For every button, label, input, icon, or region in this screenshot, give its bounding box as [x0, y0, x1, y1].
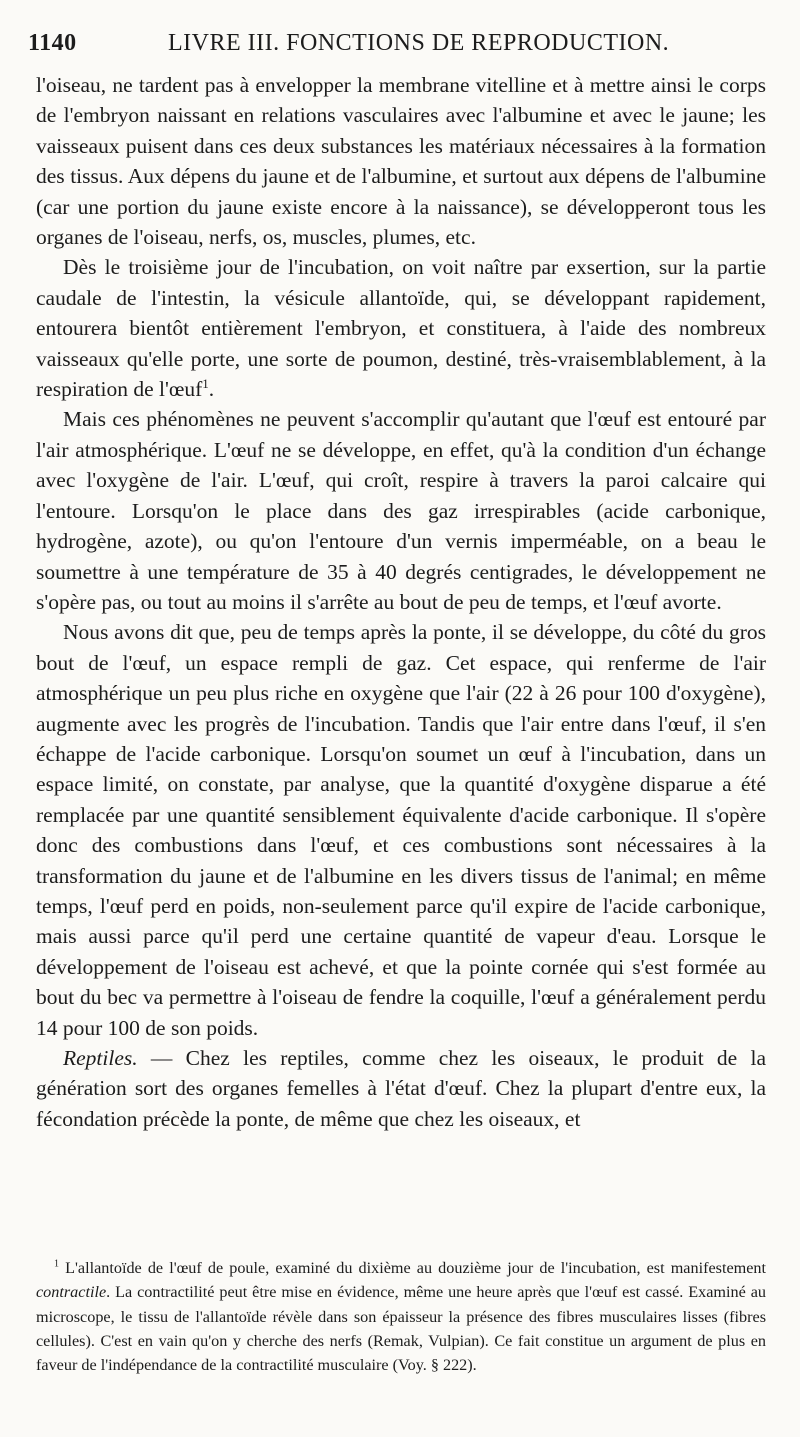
paragraph-air-space: Nous avons dit que, peu de temps après la ponte, il se développe, du côté du gros bout de l'œuf, un espace rempli de gaz. Cet espace, qui renferme de l'air atmosphérique un peu plus riche en oxygène que l'air (22 à 26 pour 100 d'oxygène), augmente avec les progrès de l'incubation. Tandis que l'air entre dans l'œuf, il s'en échappe de l'acide carbonique. Lorsqu'on soumet un œuf à l'incubation, dans un espace limité, on constate, par analyse, que la quantité d'oxygène disparue a été remplacée par une quantité sensiblement équivalente d'acide carbonique. Il s'opère donc des combustions dans l'œuf, et ces combustions sont nécessaires à la transformation du jaune et de l'albumine en les divers tissus de l'animal; en même temps, l'œuf perd en poids, non-seulement parce qu'il expire de l'acide carbonique, mais aussi parce qu'il perd une certaine quantité de vapeur d'eau. Lorsque le développement de l'oiseau est achevé, et que la pointe cornée qui s'est formée au bout du bec va permettre à l'oiseau de fendre la coquille, l'œuf a généralement perdu 14 pour 100 de son poids.: [36, 620, 766, 1040]
page-number: 1140: [28, 30, 77, 56]
footnotes: [36, 1256, 766, 1377]
paragraph-continued: l'oiseau, ne tardent pas à envelopper la membrane vitelline et à mettre ainsi le corps de l'embryon naissant en relations vasculaires avec l'albumine et avec le jaune; les vaisseaux puisent dans ces deux substances les matériaux nécessaires à la formation des tissus. Aux dépens du jaune et de l'albumine, et surtout aux dépens de l'albumine (car une portion du jaune existe encore à la naissance), se développeront tous les organes de l'oiseau, nerfs, os, muscles, plumes, etc.: [36, 73, 766, 250]
footnote-text-a: L'allantoïde de l'œuf de poule, examiné du dixième au douzième jour de l'incubation, est manifestement: [59, 1259, 766, 1277]
paragraph-reptiles: [36, 1043, 766, 1134]
footnote-italic: contractile: [36, 1283, 107, 1302]
paragraph-allantois-end: .: [208, 377, 215, 402]
footnote-marker: 1: [54, 1258, 59, 1270]
body-text: [36, 70, 766, 1134]
section-heading-reptiles: Reptiles.: [63, 1046, 138, 1070]
running-title: LIVRE III. FONCTIONS DE REPRODUCTION.: [168, 30, 670, 56]
paragraph-reptiles-text: — Chez les reptiles, comme chez les oiseaux, le produit de la génération sort des organes femelles à l'état d'œuf. Chez la plupart d'entre eux, la fécondation précède la ponte, de même que chez les oiseaux, et: [36, 1046, 766, 1131]
running-head: [28, 30, 760, 66]
paragraph-allantois-text: Dès le troisième jour de l'incubation, on voit naître par exsertion, sur la partie caudale de l'intestin, la vésicule allantoïde, qui, se développant rapidement, entourera bientôt entièrement l'embryon, et constituera, à l'aide des nombreux vaisseaux qu'elle porte, une sorte de poumon, destiné, très-vraisemblablement, à la respiration de l'œuf: [36, 255, 766, 402]
paragraph-allantois: [36, 252, 766, 404]
paragraph-respiration: Mais ces phénomènes ne peuvent s'accomplir qu'autant que l'œuf est entouré par l'air atmosphérique. L'œuf ne se développe, en effet, qu'à la condition d'un échange avec l'oxygène de l'air. L'œuf, qui croît, respire à travers la paroi calcaire qui l'entoure. Lorsqu'on le place dans des gaz irrespirables (acide carbonique, hydrogène, azote), ou qu'on l'entoure d'un vernis imperméable, on a beau le soumettre à une température de 35 à 40 degrés centigrades, le développement ne s'opère pas, ou tout au moins il s'arrête au bout de peu de temps, et l'œuf avorte.: [36, 407, 766, 614]
footnote-text-b: . La contractilité peut être mise en évidence, même une heure après que l'œuf est cassé. Examiné au microscope, le tissu de l'allantoïde révèle dans son épaisseur la présence des fibres musculaires lisses (fibres cellules). C'est en vain qu'on y cherche des nerfs (Remak, Vulpian). Ce fait constitue un argument de plus en faveur de l'indépendance de la contractilité musculaire (Voy. § 222).: [36, 1283, 766, 1375]
footnote-reference: 1: [202, 375, 209, 391]
footnote: [36, 1256, 766, 1377]
